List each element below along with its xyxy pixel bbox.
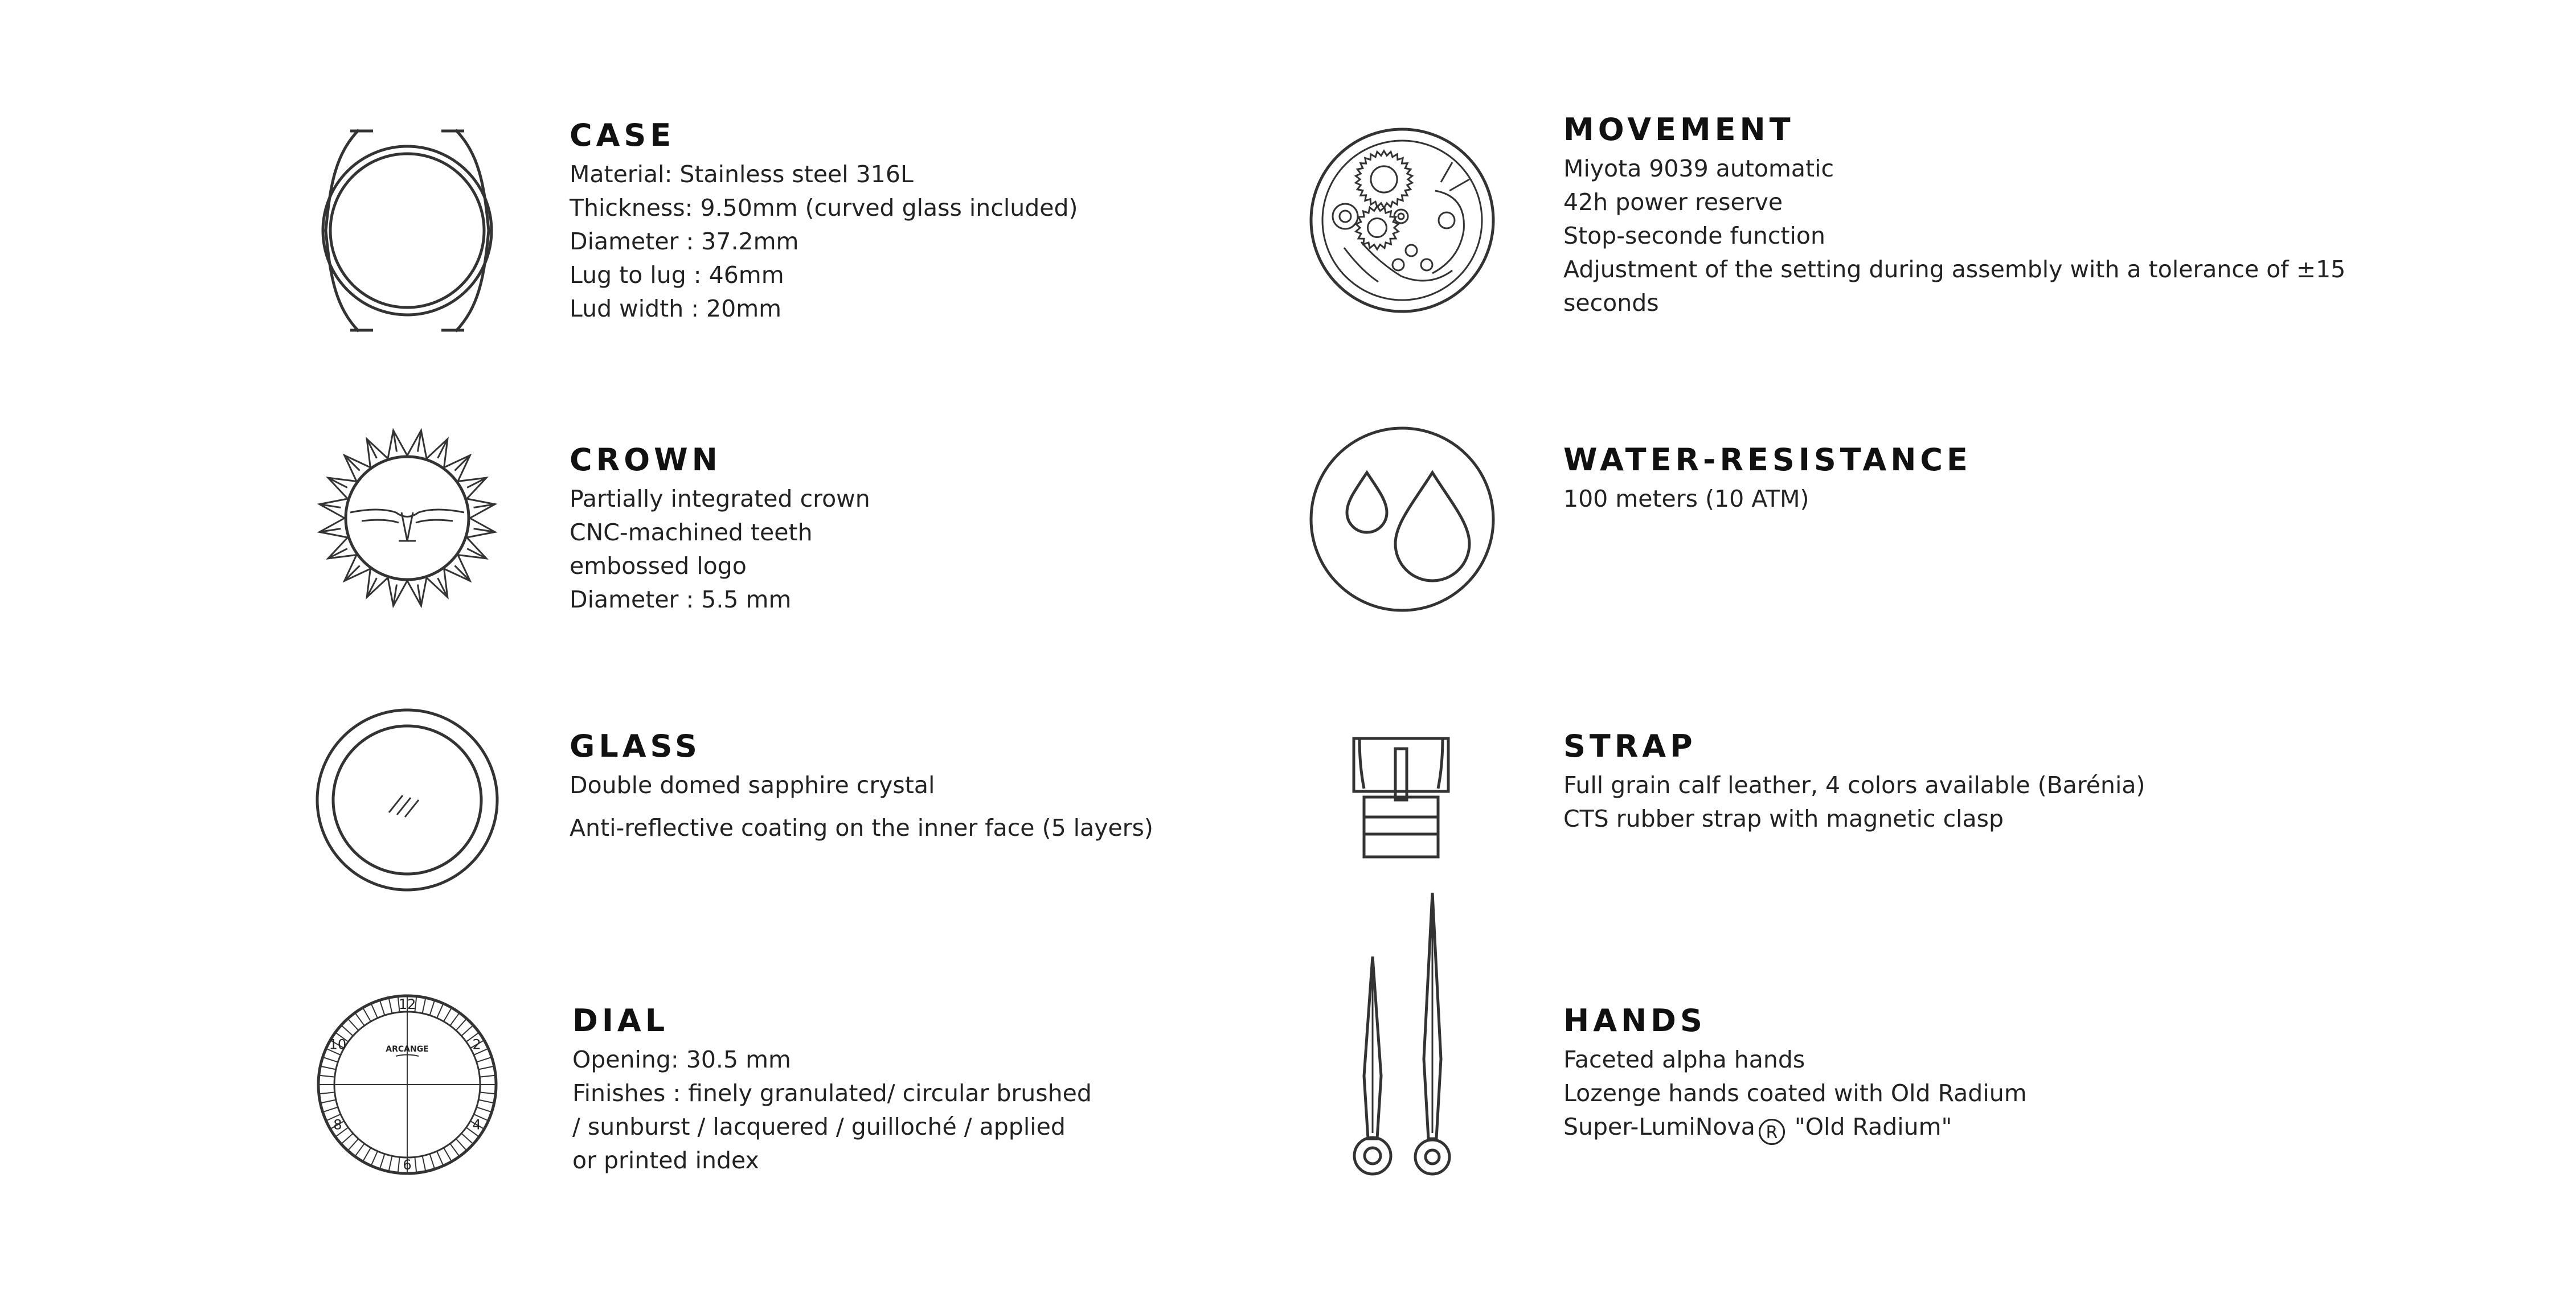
spec-title: HANDS	[1563, 1003, 1706, 1038]
spec-line: or printed index	[572, 1147, 759, 1174]
spec-line: Full grain calf leather, 4 colors available (Barénia)	[1563, 771, 2145, 799]
spec-title: GLASS	[570, 728, 701, 764]
spec-line: Double domed sapphire crystal	[570, 771, 935, 799]
spec-line: 100 meters (10 ATM)	[1563, 485, 1809, 512]
spec-line: Opening: 30.5 mm	[572, 1046, 791, 1073]
spec-title: CASE	[570, 117, 675, 153]
registered-mark: R	[1759, 1119, 1785, 1145]
spec-line: embossed logo	[570, 552, 747, 580]
spec-line: / sunburst / lacquered / guilloché / applied	[572, 1113, 1066, 1140]
luminova-label: Super-LumiNova	[1563, 1113, 1755, 1140]
strap-icon	[1347, 732, 1455, 863]
spec-case	[570, 117, 1078, 326]
spec-water-resistance	[1563, 441, 1972, 516]
spec-line: Diameter : 37.2mm	[570, 228, 799, 255]
dial-icon	[316, 994, 498, 1176]
dial-brand: ARCANGE	[386, 1045, 429, 1054]
spec-title: CROWN	[570, 442, 722, 478]
dial-numeral: 6	[403, 1157, 412, 1173]
luminova-name: "Old Radium"	[1794, 1113, 1952, 1140]
spec-line: Stop-seconde function	[1563, 222, 1825, 249]
spec-glass	[570, 728, 1153, 845]
spec-line: Adjustment of the setting during assembly with a tolerance of ±15	[1563, 256, 2346, 283]
spec-line: Faceted alpha hands	[1563, 1046, 1805, 1073]
spec-title: WATER-RESISTANCE	[1563, 442, 1972, 478]
dial-numeral: 2	[472, 1036, 481, 1053]
crown-icon	[316, 427, 498, 609]
spec-line: Thickness: 9.50mm (curved glass included)	[570, 194, 1078, 221]
luminova-line	[1563, 1110, 2027, 1145]
spec-title: STRAP	[1563, 728, 1697, 764]
spec-strap	[1563, 728, 2145, 836]
dial-numeral: 4	[472, 1117, 481, 1133]
dial-numeral: 10	[329, 1036, 347, 1053]
water-drops-icon	[1310, 427, 1495, 612]
spec-line: seconds	[1563, 289, 1659, 317]
spec-line: Finishes : finely granulated/ circular brushed	[572, 1079, 1092, 1107]
spec-line: CTS rubber strap with magnetic clasp	[1563, 805, 2004, 832]
movement-icon	[1310, 128, 1495, 313]
spec-dial	[572, 1002, 1092, 1177]
spec-line: Partially integrated crown	[570, 485, 870, 512]
watch-case-icon	[319, 120, 495, 342]
spec-line: Lug to lug : 46mm	[570, 261, 784, 289]
spec-title: DIAL	[572, 1003, 669, 1038]
spec-line: Diameter : 5.5 mm	[570, 586, 792, 613]
spec-line: CNC-machined teeth	[570, 519, 813, 546]
spec-line: 42h power reserve	[1563, 188, 1783, 216]
hands-icon	[1338, 888, 1475, 1184]
spec-line: Miyota 9039 automatic	[1563, 155, 1834, 182]
glass-icon	[316, 709, 498, 891]
spec-line: Lozenge hands coated with Old Radium	[1563, 1079, 2027, 1107]
dial-numeral: 12	[398, 996, 416, 1012]
spec-line: Anti-reflective coating on the inner face (5 layers)	[570, 814, 1153, 842]
spec-movement	[1563, 111, 2345, 320]
dial-numeral: 8	[333, 1117, 342, 1133]
spec-hands	[1563, 1002, 2027, 1145]
spec-line: Material: Stainless steel 316L	[570, 161, 914, 188]
spec-line: Lud width : 20mm	[570, 295, 782, 322]
spec-crown	[570, 441, 870, 617]
spec-title: MOVEMENT	[1563, 112, 1795, 147]
